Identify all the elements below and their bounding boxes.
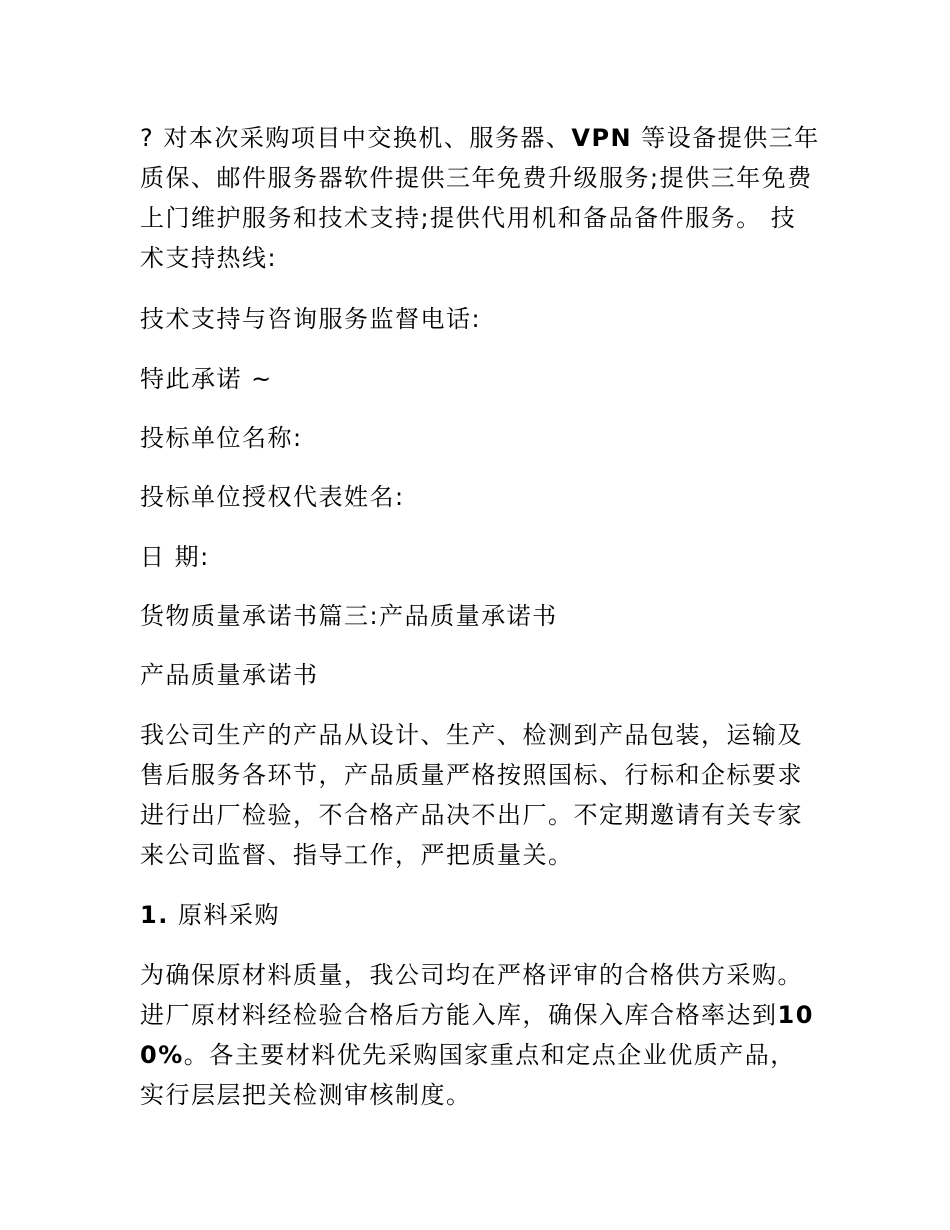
pass-rate-value: 100% bbox=[140, 1001, 814, 1069]
supervision-phone-line: 技术支持与咨询服务监督电话: bbox=[140, 305, 482, 333]
subsection-heading-raw-material bbox=[140, 895, 820, 935]
vpn-term: VPN bbox=[571, 124, 633, 152]
paragraph-quality-policy: 我公司生产的产品从设计、生产、检测到产品包装，运输及售后服务各环节，产品质量严格按照国标、行标和企标要求进行出厂检验，不合格产品决不出厂。不定期邀请有关专家来公司监督、指导工作，严把质量关。 bbox=[140, 721, 803, 869]
section-heading: 货物质量承诺书篇三:产品质量承诺书 bbox=[140, 602, 558, 630]
bidder-representative-line: 投标单位授权代表姓名: bbox=[140, 483, 405, 511]
subsection-title: 原料采购 bbox=[168, 901, 280, 929]
bidder-name-line: 投标单位名称: bbox=[140, 424, 303, 452]
procurement-text-end: 。各主要材料优先采购国家重点和定点企业优质产品，实行层层把关检测审核制度。 bbox=[140, 1041, 796, 1109]
document-title: 产品质量承诺书 bbox=[140, 661, 319, 689]
warranty-text-start: ? 对本次采购项目中交换机、服务器、 bbox=[140, 124, 572, 152]
commitment-statement: 特此承诺 ~ bbox=[140, 365, 273, 393]
warranty-text-end: 等设备提供三年质保、邮件服务器软件提供三年免费升级服务;提供三年免费上门维护服务和技术支持;提供代用机和备品备件服务。 技术支持热线: bbox=[140, 124, 820, 272]
paragraph-warranty-commitment bbox=[140, 118, 820, 278]
date-line: 日 期: bbox=[140, 543, 210, 571]
procurement-text-start: 为确保原材料质量，我公司均在严格评审的合格供方采购。进厂原材料经检验合格后方能入库，确保入库合格率达到 bbox=[140, 961, 803, 1029]
paragraph-raw-material-procurement bbox=[140, 955, 820, 1115]
subsection-number: 1. bbox=[140, 901, 169, 929]
